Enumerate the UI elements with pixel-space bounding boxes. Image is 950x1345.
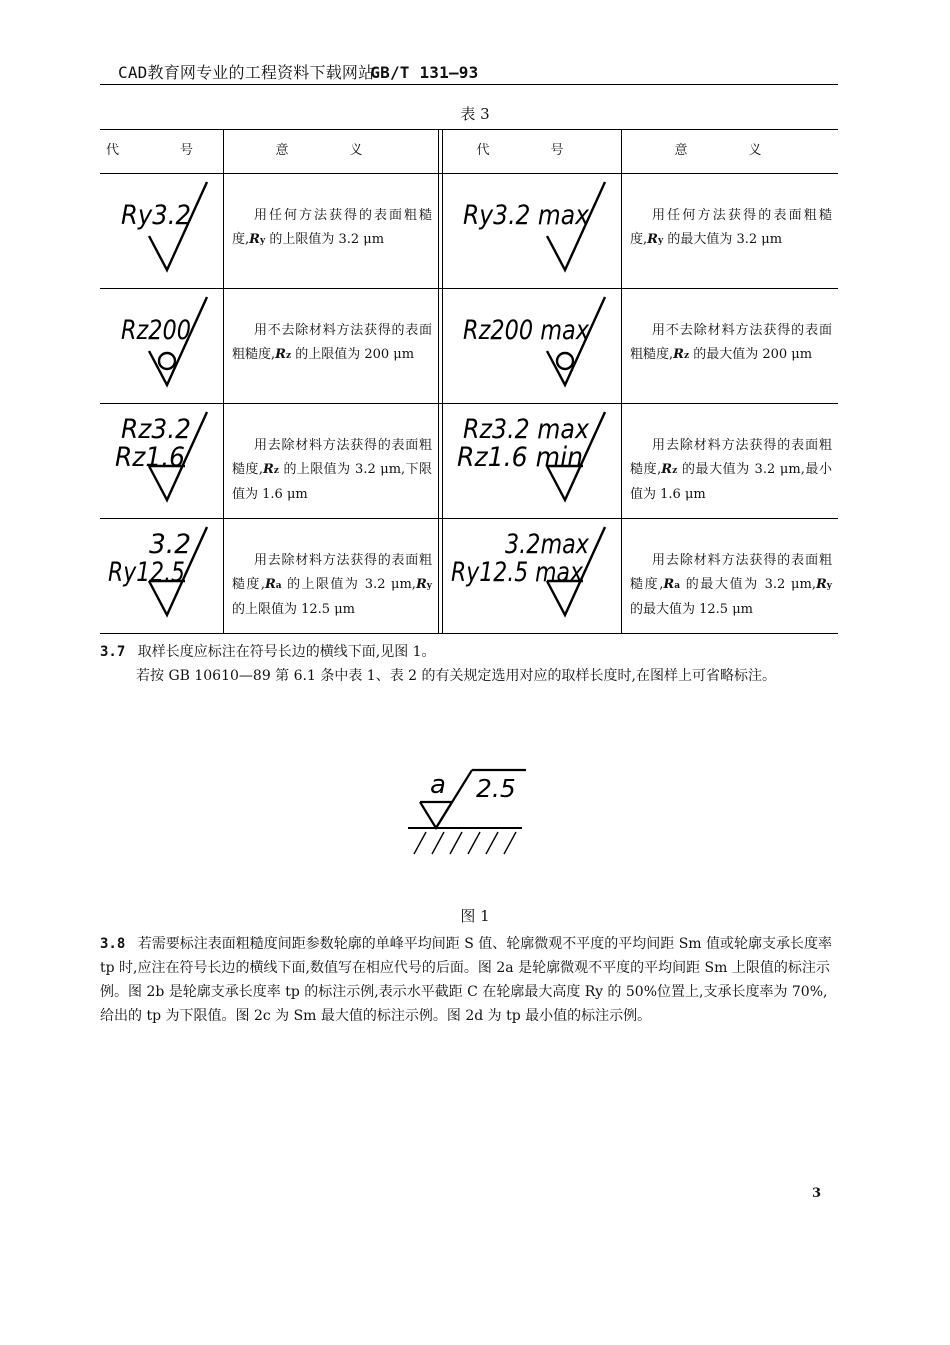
table-header-code: 代 号 [476, 143, 588, 158]
table-3 [100, 129, 838, 634]
table-cell-meaning [224, 434, 438, 507]
param-symbol: R [661, 461, 673, 477]
roughness-symbol [100, 289, 223, 403]
table-cell-meaning [224, 204, 438, 253]
symbol-line-1: Ry3.2 max [463, 200, 590, 231]
param-subscript: y [426, 580, 432, 591]
fig1-value: 2.5 [476, 774, 516, 803]
param-subscript: y [657, 235, 664, 246]
table-cell-code [100, 519, 223, 633]
symbol-line-2: Ry12.5 [108, 557, 185, 588]
symbol-line-2: Ry12.5 max [451, 557, 584, 588]
param-subscript: y [259, 235, 266, 246]
desc-text: 用不去除材料方法获得的表面粗糙度, [630, 323, 832, 362]
desc-text: 用任何方法获得的表面粗糙度, [630, 208, 832, 247]
symbol-line-1: 3.2 [149, 529, 191, 560]
fig1-hatching [414, 832, 516, 854]
desc-text: 的最大值为 12.5 μm [630, 602, 753, 617]
table-cell-meaning [224, 319, 438, 368]
fig1-label-a: a [430, 770, 446, 800]
param-symbol: R [815, 576, 827, 592]
desc-text: 用去除材料方法获得的表面粗糙度, [630, 553, 832, 592]
param-symbol: R [275, 346, 286, 362]
header-site-text: CAD教育网专业的工程资料下载网站 [118, 63, 375, 82]
page-number: 3 [812, 1186, 822, 1201]
symbol-line-1: Rz200 max [463, 315, 590, 346]
figure-1-caption: 图 1 [460, 907, 490, 925]
desc-text: 的上限值为 3.2 μm,下限值为 1.6 μm [232, 461, 433, 502]
param-symbol: R [415, 576, 427, 592]
table-cell-code [100, 174, 223, 288]
desc-text: 的最大值为 3.2 μm, [680, 576, 816, 592]
desc-text: 的上限值为 12.5 μm [232, 602, 355, 617]
symbol-line-2: Rz1.6 [115, 442, 185, 473]
param-subscript: a [674, 580, 681, 591]
section-number: 3.7 [100, 644, 126, 660]
desc-text: 的最大值为 3.2 μm,最小值为 1.6 μm [630, 461, 832, 502]
table-cell-meaning [224, 549, 438, 622]
symbol-line-1: Rz3.2 [121, 414, 191, 445]
section-3-7 [100, 640, 838, 664]
param-subscript: a [275, 580, 282, 591]
symbol-circle [557, 353, 573, 369]
param-subscript: y [826, 580, 832, 591]
table-cell-meaning [622, 319, 838, 368]
figure-1-symbol [400, 760, 540, 860]
table-cell-code [443, 289, 621, 403]
param-subscript: z [672, 465, 678, 476]
param-symbol: R [262, 461, 274, 477]
param-subscript: z [273, 465, 279, 476]
roughness-symbol [100, 174, 223, 288]
roughness-symbol [443, 289, 621, 403]
symbol-line-1: 3.2max [505, 529, 590, 560]
desc-text: 的上限值为 3.2 μm [265, 231, 385, 247]
symbol-line-1: Rz200 [121, 315, 191, 346]
symbol-line-2: Rz1.6 min [457, 442, 583, 473]
roughness-symbol [443, 404, 621, 518]
header-rule [100, 84, 838, 85]
roughness-symbol [100, 519, 223, 633]
param-symbol: R [663, 576, 675, 592]
table-cell-code [100, 404, 223, 518]
symbol-circle [159, 353, 175, 369]
table-cell-code [443, 519, 621, 633]
header-overlap-text: GB/T 131—93 [370, 63, 479, 82]
section-text: 取样长度应标注在符号长边的横线下面,见图 1。 [137, 644, 436, 660]
table-title: 表 3 [460, 105, 490, 123]
desc-text: 用不去除材料方法获得的表面粗糙度, [232, 323, 432, 362]
param-subscript: z [285, 350, 292, 361]
section-text: 若需要标注表面粗糙度间距参数轮廓的单峰平均间距 S 值、轮廓微观不平度的平均间距 Sm 值或轮廓支承长度率 tp 时,应注在符号长边的横线下面,数值写在相应代号的后面。图 2a 是轮廓微观不平度的平均间距 Sm 上限值的标注示例。图 2b 是轮廓支承长度率 tp 的标注示例,表示水平截距 C 在轮廓最大高度 Ry 的 50%位置上,支承长度率为 70%,给出的 tp 为下限值。图 2c 为 Sm 最大值的标注示例。图 2d 为 tp 最小值的标注示例。 [100, 936, 833, 1024]
table-header-meaning: 意 义 [674, 143, 786, 158]
table-cell-code [443, 404, 621, 518]
table-col-rule [438, 129, 439, 634]
symbol-line-1: Rz3.2 max [463, 414, 590, 445]
desc-text: 的上限值为 200 μm [291, 346, 415, 362]
section-3-8 [100, 932, 838, 1028]
desc-text: 用去除材料方法获得的表面粗糙度, [232, 438, 432, 477]
page-header [118, 60, 478, 83]
desc-text: 的上限值为 3.2 μm, [281, 576, 416, 592]
roughness-symbol [443, 174, 621, 288]
table-cell-meaning [622, 549, 838, 622]
param-symbol: R [249, 231, 260, 247]
section-3-7-paragraph: 若按 GB 10610—89 第 6.1 条中表 1、表 2 的有关规定选用对应的取样长度时,在图样上可省略标注。 [136, 668, 776, 684]
table-cell-meaning [622, 204, 838, 253]
param-symbol: R [647, 231, 658, 247]
param-symbol: R [264, 576, 276, 592]
table-cell-code [100, 289, 223, 403]
desc-text: 用去除材料方法获得的表面粗糙度, [630, 438, 832, 477]
table-cell-code [443, 174, 621, 288]
desc-text: 的最大值为 3.2 μm [663, 231, 783, 247]
table-header-code: 代 号 [105, 143, 217, 158]
roughness-symbol [443, 519, 621, 633]
param-symbol: R [673, 346, 684, 362]
desc-text: 用任何方法获得的表面粗糙度, [232, 208, 432, 247]
roughness-symbol [100, 404, 223, 518]
table-header-meaning: 意 义 [275, 143, 387, 158]
table-rule [100, 633, 838, 634]
desc-text: 用去除材料方法获得的表面粗糙度, [232, 553, 432, 592]
param-subscript: z [683, 350, 690, 361]
table-cell-meaning [622, 434, 838, 507]
section-number: 3.8 [100, 936, 126, 952]
desc-text: 的最大值为 200 μm [689, 346, 813, 362]
symbol-line-1: Ry3.2 [121, 200, 191, 231]
fig1-check-short [420, 802, 452, 828]
